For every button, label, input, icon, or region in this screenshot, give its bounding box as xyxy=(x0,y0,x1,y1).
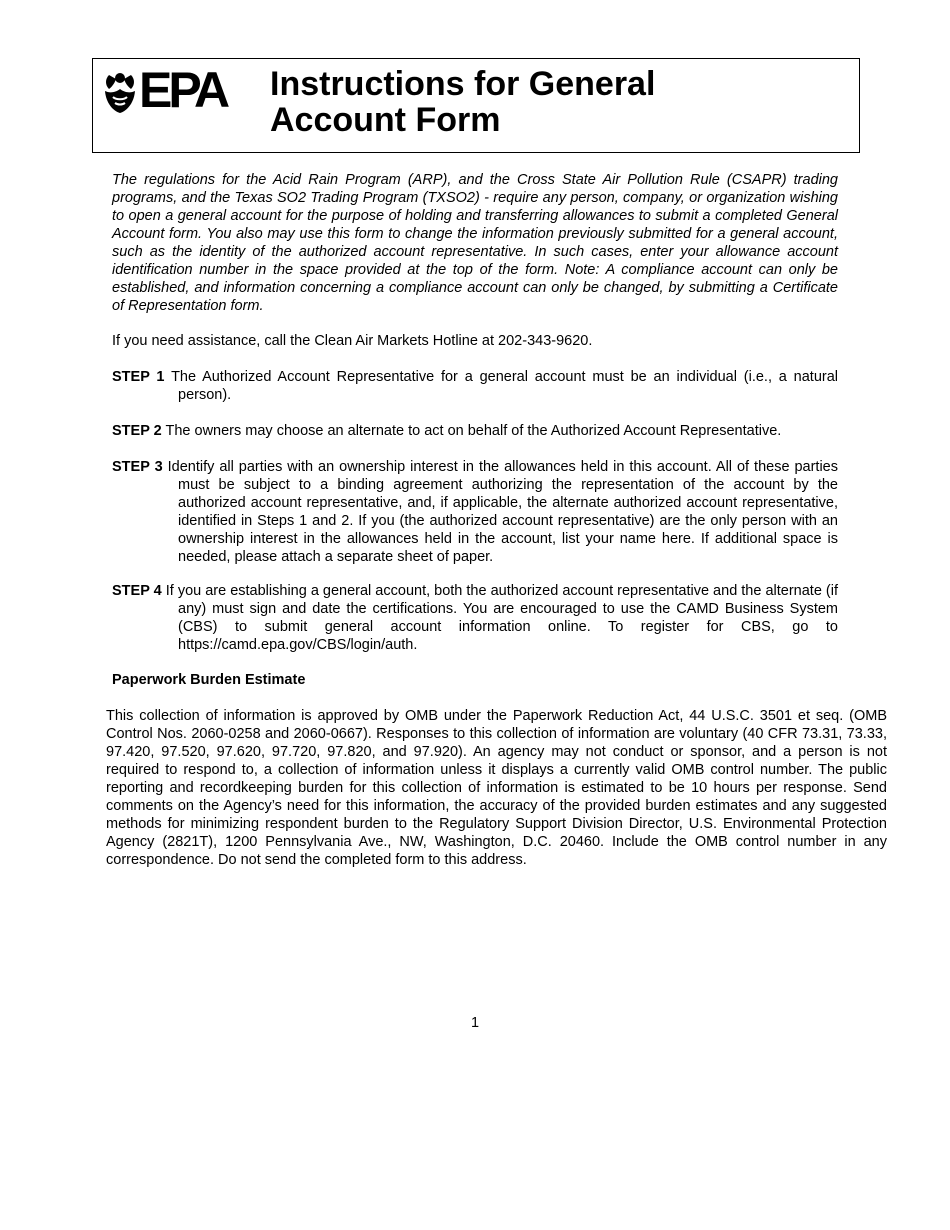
page-number: 1 xyxy=(470,1015,480,1031)
epa-logo-text: EPA xyxy=(139,62,227,118)
step-1 xyxy=(112,368,838,404)
step-2-label: STEP 2 xyxy=(112,423,162,439)
step-2-text: The owners may choose an alternate to act on behalf of the Authorized Account Representative. xyxy=(165,423,782,439)
step-3-label: STEP 3 xyxy=(112,459,163,475)
step-4-label: STEP 4 xyxy=(112,583,162,599)
step-2 xyxy=(112,422,838,440)
step-4 xyxy=(112,582,838,654)
title-line-2: Account Form xyxy=(270,101,501,139)
step-1-label: STEP 1 xyxy=(112,369,165,385)
header-box xyxy=(92,58,860,153)
epa-logo xyxy=(103,62,235,118)
step-3 xyxy=(112,458,838,566)
epa-flower-icon xyxy=(103,69,137,113)
burden-heading: Paperwork Burden Estimate xyxy=(112,672,306,688)
title-line-1: Instructions for General xyxy=(270,65,656,103)
page-title xyxy=(270,66,655,138)
step-1-text: The Authorized Account Representative for a general account must be an individual (i.e., a natural person). xyxy=(171,369,838,403)
assistance-text: If you need assistance, call the Clean Air Markets Hotline at 202-343-9620. xyxy=(112,333,593,349)
burden-paragraph: This collection of information is approved by OMB under the Paperwork Reduction Act, 44 U.S.C. 3501 et seq. (OMB Control Nos. 2060-0258 and 2060-0667). Responses to this collection of information are voluntary (40 CFR 73.31, 73.33, 97.420, 97.520, 97.620, 97.720, 97.820, and 97.920). An agency may not conduct or sponsor, and a person is not required to respond to, a collection of information unless it displays a currently valid OMB control number. The public reporting and recordkeeping burden for this collection of information is estimated to be 10 hours per response. Send comments on the Agency’s need for this information, the accuracy of the provided burden estimates and any suggested methods for minimizing respondent burden to the Regulatory Support Division Director, U.S. Environmental Protection Agency (2821T), 1200 Pennsylvania Ave., NW, Washington, D.C. 20460. Include the OMB control number in any correspondence. Do not send the completed form to this address. xyxy=(106,708,887,868)
step-3-text: Identify all parties with an ownership interest in the allowances held in this account. All of these parties must be subject to a binding agreement authorizing the representation of the account by the authorized account representative, and, if applicable, the alternate authorized account representative, identified in Steps 1 and 2. If you (the authorized account representative) are the only person with an ownership interest in the allowances held in the account, list your name here. If additional space is needed, please attach a separate sheet of paper. xyxy=(167,459,838,565)
intro-paragraph: The regulations for the Acid Rain Program (ARP), and the Cross State Air Pollution Rule (CSAPR) trading programs, and the Texas SO2 Trading Program (TXSO2) - require any person, company, or organization wishing to open a general account for the purpose of holding and transferring allowances to submit a completed General Account form. You also may use this form to change the information previously submitted for a general account, such as the identity of the authorized account representative. In such cases, enter your allowance account identification number in the space provided at the top of the form. Note: A compliance account can only be established, and information concerning a compliance account can only be changed, by submitting a Certificate of Representation form. xyxy=(112,172,838,314)
step-4-text: If you are establishing a general account, both the authorized account representative and the alternate (if any) must sign and date the certifications. You are encouraged to use the CAMD Business System (CBS) to submit general account information online. To register for CBS, go to https://camd.epa.gov/CBS/login/auth. xyxy=(165,583,839,653)
